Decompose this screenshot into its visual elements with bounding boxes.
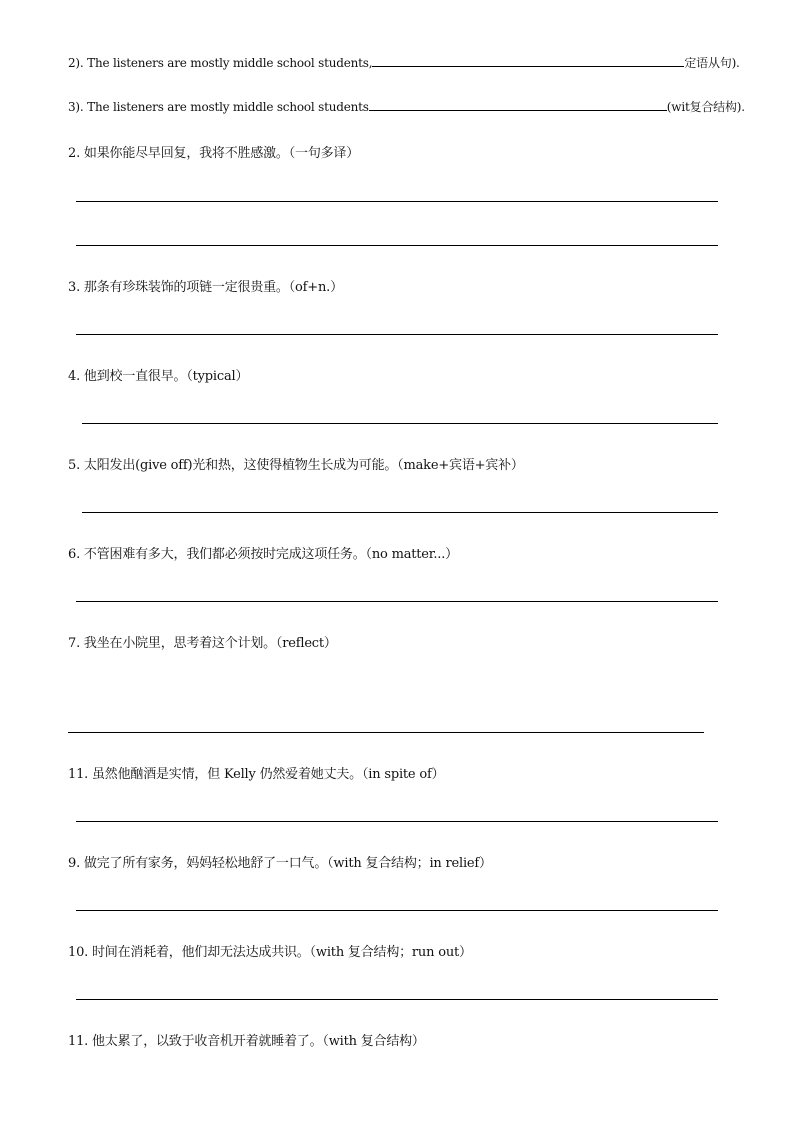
question-5-prompt: 5. 太阳发出(give off)光和热，这使得植物生长成为可能。（make+宾语+宾补） <box>68 458 524 473</box>
question-10-answer-line[interactable] <box>76 999 718 1000</box>
question-9-prompt: 9. 做完了所有家务，妈妈轻松地舒了一口气。（with 复合结构；in relief） <box>68 856 492 871</box>
question-2-prompt: 2. 如果你能尽早回复，我将不胜感激。（一句多译） <box>68 146 360 161</box>
question-2-answer-line-2[interactable] <box>76 245 718 246</box>
question-3-answer-line[interactable] <box>76 334 718 335</box>
question-2-answer-line-1[interactable] <box>76 201 718 202</box>
question-10-prompt: 10. 时间在消耗着，他们却无法达成共识。（with 复合结构；run out） <box>68 945 472 960</box>
subitem-2-blank[interactable] <box>372 56 684 67</box>
question-11a-answer-line[interactable] <box>76 821 718 822</box>
subitem-2-prefix: 2). The listeners are mostly middle school students, <box>68 56 373 70</box>
question-11a-prompt: 11. 虽然他酗酒是实情，但 Kelly 仍然爱着她丈夫。（in spite of） <box>68 767 445 782</box>
question-4-prompt: 4. 他到校一直很早。（typical） <box>68 369 249 384</box>
subitem-3-prefix: 3). The listeners are mostly middle school students <box>68 100 369 114</box>
question-7-prompt: 7. 我坐在小院里，思考着这个计划。（reflect） <box>68 636 337 651</box>
subitem-3-blank[interactable] <box>369 100 667 111</box>
subitem-2-suffix: 定语从句). <box>684 56 740 70</box>
question-9-answer-line[interactable] <box>76 910 718 911</box>
subitem-3-row <box>68 98 745 115</box>
question-11b-prompt: 11. 他太累了，以致于收音机开着就睡着了。（with 复合结构） <box>68 1034 425 1049</box>
question-4-answer-line[interactable] <box>82 423 718 424</box>
question-7-answer-line[interactable] <box>68 732 704 733</box>
question-3-prompt: 3. 那条有珍珠装饰的项链一定很贵重。（of+n.） <box>68 280 343 295</box>
subitem-2-row <box>68 54 740 71</box>
subitem-3-suffix: (wit复合结构). <box>666 100 745 114</box>
question-6-answer-line[interactable] <box>76 601 718 602</box>
question-5-answer-line[interactable] <box>82 512 718 513</box>
question-6-prompt: 6. 不管困难有多大，我们都必须按时完成这项任务。（no matter...） <box>68 547 458 562</box>
